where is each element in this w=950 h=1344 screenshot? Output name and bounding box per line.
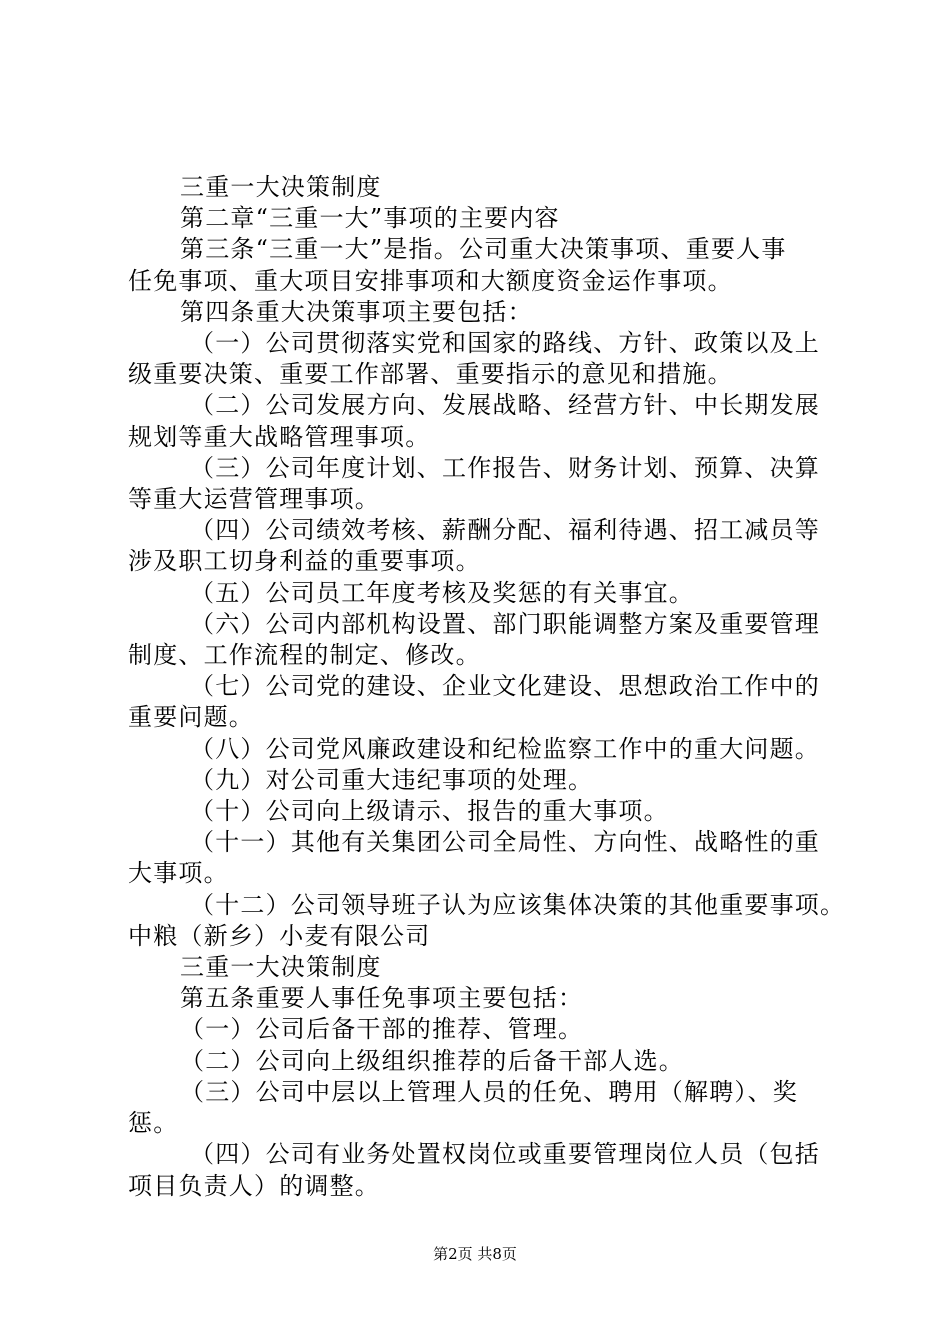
paragraph-line: 第三条“三重一大”是指。公司重大决策事项、重要人事 — [180, 235, 787, 264]
company-name: 中粮（新乡）小麦有限公司 — [128, 921, 431, 950]
list-item-continuation: 制度、工作流程的制定、修改。 — [128, 641, 481, 670]
paragraph-line: 任免事项、重大项目安排事项和大额度资金运作事项。 — [128, 266, 733, 295]
list-item: （四）公司有业务处置权岗位或重要管理岗位人员（包括 — [190, 1140, 820, 1169]
list-item: （一）公司后备干部的推荐、管理。 — [180, 1015, 584, 1044]
list-item-continuation: 等重大运营管理事项。 — [128, 485, 380, 514]
page-number-footer: 第2页 共8页 — [433, 1245, 517, 1263]
list-item: （八）公司党风廉政建设和纪检监察工作中的重大问题。 — [190, 734, 820, 763]
list-item: （十一）其他有关集团公司全局性、方向性、战略性的重 — [190, 828, 820, 857]
list-item: （二）公司向上级组织推荐的后备干部人选。 — [180, 1046, 684, 1075]
list-item: （九）对公司重大违纪事项的处理。 — [190, 765, 594, 794]
list-item: （十）公司向上级请示、报告的重大事项。 — [190, 797, 669, 826]
list-item-continuation: 惩。 — [128, 1109, 179, 1138]
list-item-continuation: 大事项。 — [128, 859, 229, 888]
list-item-continuation: 级重要决策、重要工作部署、重要指示的意见和措施。 — [128, 360, 733, 389]
list-item-continuation: 重要问题。 — [128, 703, 254, 732]
list-item: （三）公司中层以上管理人员的任免、聘用（解聘）、奖 — [180, 1077, 798, 1106]
list-item: （四）公司绩效考核、薪酬分配、福利待遇、招工减员等 — [190, 516, 820, 545]
list-item-continuation: 规划等重大战略管理事项。 — [128, 422, 431, 451]
list-item-continuation: 项目负责人）的调整。 — [128, 1171, 380, 1200]
document-title: 三重一大决策制度 — [180, 173, 382, 201]
document-body — [128, 172, 846, 1202]
list-item: （一）公司贯彻落实党和国家的路线、方针、政策以及上 — [190, 329, 820, 358]
list-item: （二）公司发展方向、发展战略、经营方针、中长期发展 — [190, 391, 820, 420]
list-item-continuation: 涉及职工切身利益的重要事项。 — [128, 547, 481, 576]
list-item: （五）公司员工年度考核及奖惩的有关事宜。 — [190, 578, 694, 607]
chapter-heading: 第二章“三重一大”事项的主要内容 — [180, 204, 560, 233]
article-heading: 第五条重要人事任免事项主要包括： — [180, 984, 584, 1013]
list-item: （六）公司内部机构设置、部门职能调整方案及重要管理 — [190, 609, 820, 638]
document-title-repeat: 三重一大决策制度 — [180, 953, 382, 982]
list-item: （三）公司年度计划、工作报告、财务计划、预算、决算 — [190, 453, 820, 482]
list-item: （十二）公司领导班子认为应该集体决策的其他重要事项。 — [190, 890, 846, 919]
article-heading: 第四条重大决策事项主要包括： — [180, 297, 533, 326]
list-item: （七）公司党的建设、企业文化建设、思想政治工作中的 — [190, 672, 820, 701]
